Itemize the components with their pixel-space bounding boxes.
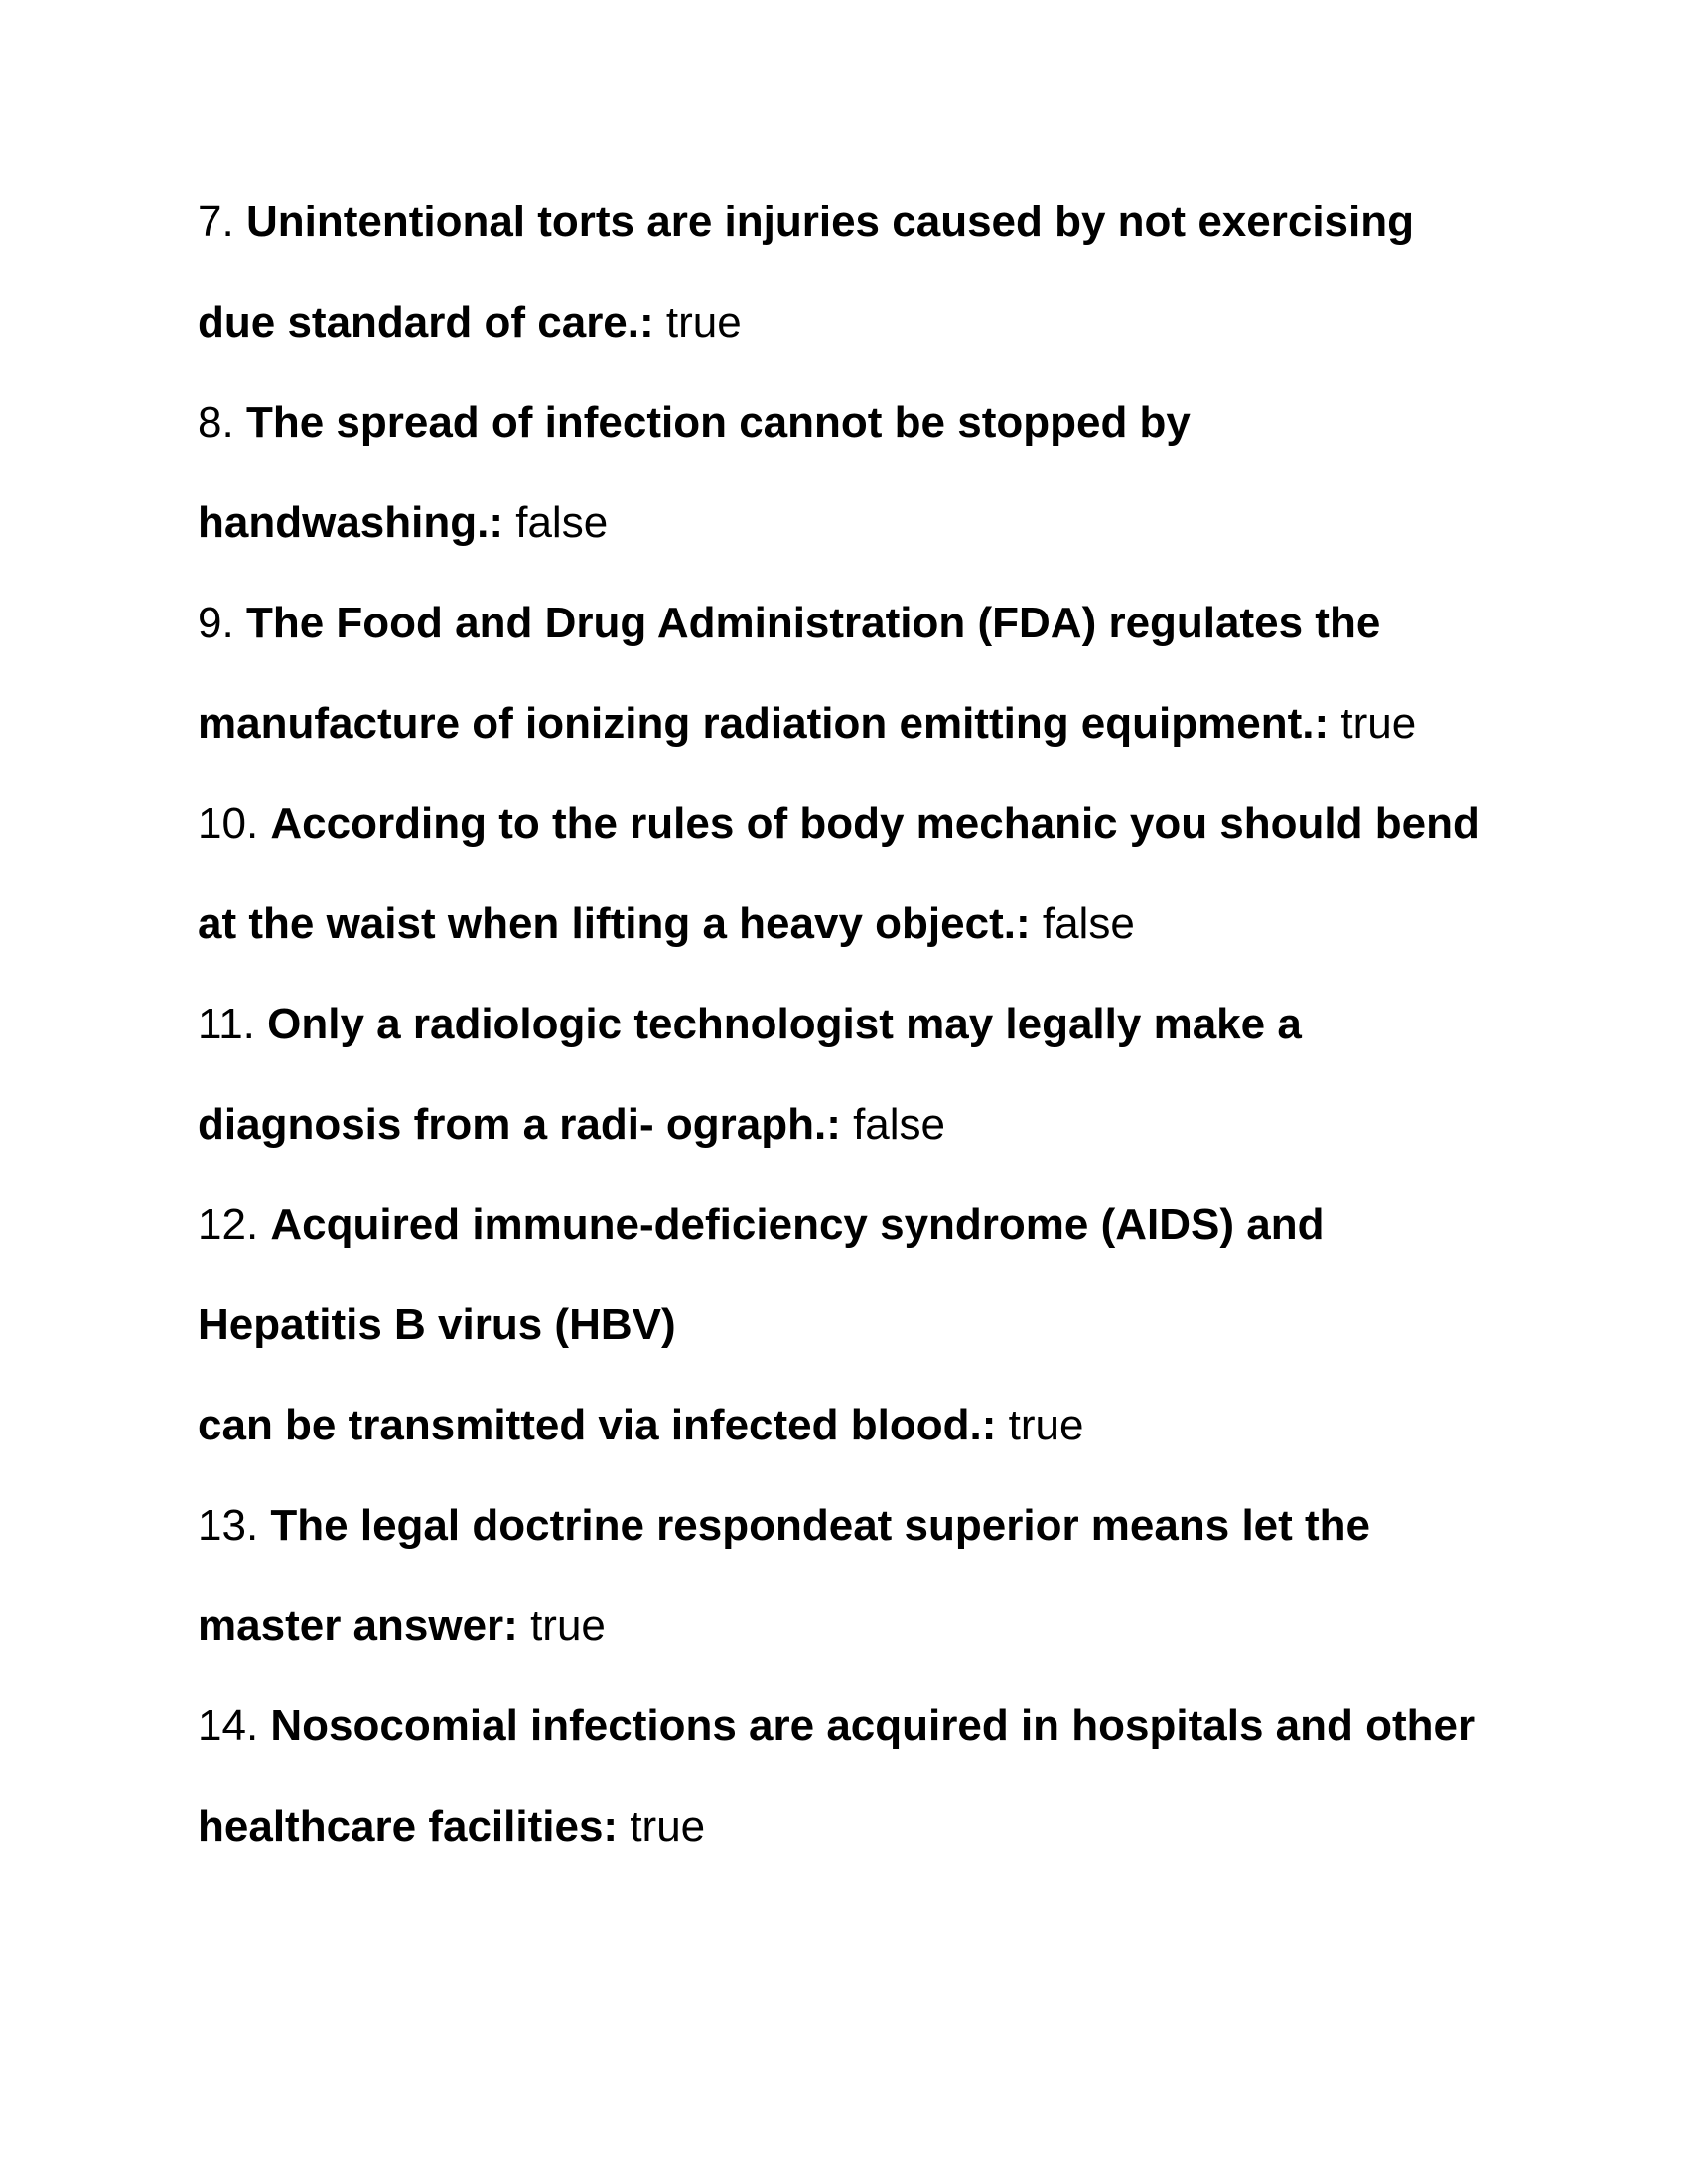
question-7-line-1 — [198, 195, 1528, 250]
question-10-line-1 — [198, 796, 1528, 852]
question-text: Only a radiologic technologist may legally make a — [267, 1000, 1302, 1048]
question-8-line-1 — [198, 395, 1528, 451]
question-text: manufacture of ionizing radiation emitting equipment.: — [198, 699, 1330, 748]
question-14-line-2 — [198, 1799, 1528, 1854]
answer-text: false — [515, 498, 609, 547]
answer-text: false — [853, 1100, 946, 1149]
question-text: According to the rules of body mechanic you should bend — [270, 799, 1479, 848]
question-14-line-1 — [198, 1699, 1528, 1754]
question-text: The Food and Drug Administration (FDA) regulates the — [245, 599, 1381, 647]
answer-text: true — [630, 1802, 706, 1850]
question-text: due standard of care.: — [198, 298, 654, 346]
question-text: The spread of infection cannot be stopped by — [245, 398, 1191, 447]
question-text: Nosocomial infections are acquired in hospitals and other — [270, 1702, 1476, 1750]
question-12-line-3 — [198, 1398, 1528, 1453]
question-text: master answer: — [198, 1601, 518, 1650]
question-7-line-2 — [198, 295, 1528, 350]
question-text: can be transmitted via infected blood.: — [198, 1401, 997, 1449]
question-number: 11. — [198, 1000, 255, 1048]
answer-text: false — [1042, 899, 1135, 948]
question-text: handwashing.: — [198, 498, 503, 547]
question-number: 12. — [198, 1200, 259, 1249]
answer-text: true — [1008, 1401, 1084, 1449]
answer-text: true — [530, 1601, 606, 1650]
question-11-line-2 — [198, 1097, 1528, 1153]
question-text: diagnosis from a radi- ograph.: — [198, 1100, 841, 1149]
question-text: Unintentional torts are injuries caused by not exercising — [245, 198, 1414, 246]
question-text: healthcare facilities: — [198, 1802, 619, 1850]
answer-text: true — [1340, 699, 1417, 748]
question-10-line-2 — [198, 896, 1528, 952]
question-13-line-1 — [198, 1498, 1528, 1554]
question-9-line-1 — [198, 596, 1528, 651]
question-11-line-1 — [198, 997, 1528, 1052]
question-number: 8. — [198, 398, 234, 447]
question-text: The legal doctrine respondeat superior means let the — [270, 1501, 1371, 1550]
question-12-line-2 — [198, 1297, 1528, 1353]
question-number: 7. — [198, 198, 234, 246]
question-13-line-2 — [198, 1598, 1528, 1654]
question-number: 10. — [198, 799, 259, 848]
question-text: at the waist when lifting a heavy object.: — [198, 899, 1031, 948]
question-12-line-1 — [198, 1197, 1528, 1253]
question-number: 13. — [198, 1501, 259, 1550]
question-number: 9. — [198, 599, 234, 647]
question-9-line-2 — [198, 696, 1528, 751]
question-text: Hepatitis B virus (HBV) — [198, 1300, 676, 1349]
question-number: 14. — [198, 1702, 259, 1750]
question-8-line-2 — [198, 495, 1528, 551]
question-text: Acquired immune-deficiency syndrome (AIDS) and — [270, 1200, 1325, 1249]
answer-text: true — [665, 298, 742, 346]
